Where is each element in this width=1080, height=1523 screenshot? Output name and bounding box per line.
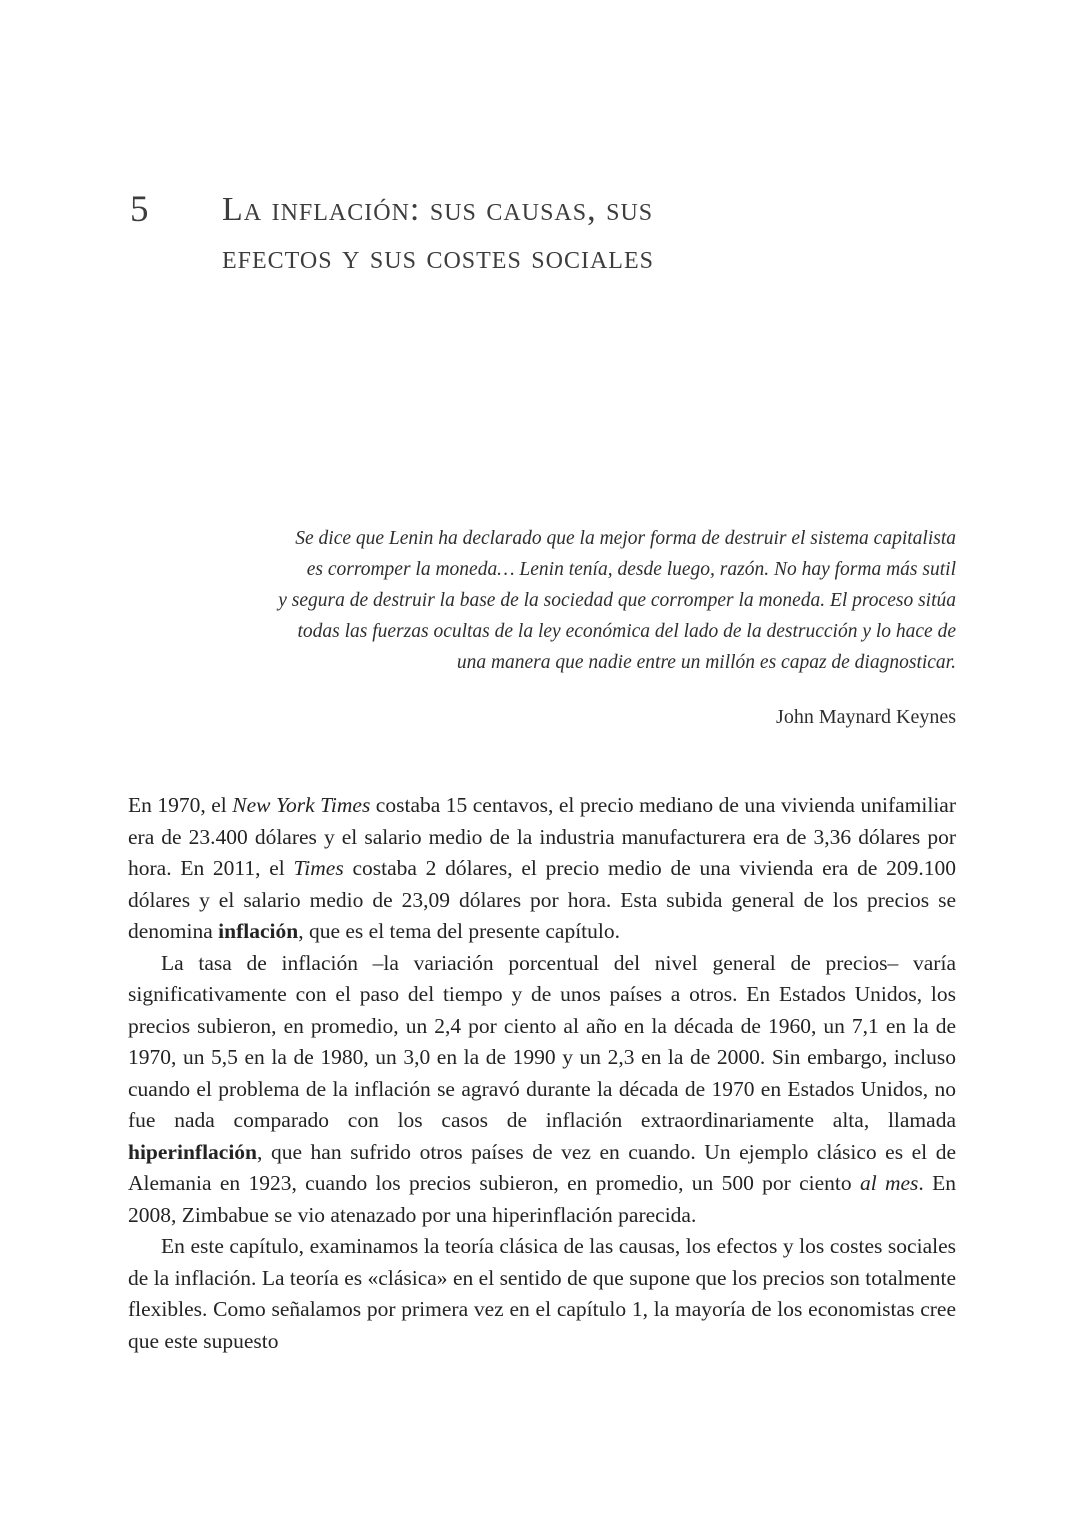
body-paragraph [128,948,956,1232]
text-segment: La tasa de inflación –la variación porcentual del nivel general de precios– varía significativamente con el paso del tiempo y de unos países a otros. En Estados Unidos, los precios subieron, en promedio, un 2,4 por ciento al año en la década de 1960, un 7,1 en la de 1970, un 5,5 en la de 1980, un 3,0 en la de 1990 y un 2,3 en la de 2000. Sin embargo, incluso cuando el problema de la inflación se agravó durante la década de 1970 en Estados Unidos, no fue nada comparado con los casos de inflación extraordinariamente alta, llamada [128,950,956,1132]
text-segment: costaba 15 centavos, el precio mediano de una vivienda unifamiliar era de 23.400 dólares y el salario medio de la industria manufacturera era de 3,36 dólares por hora. En 2011, el [128,793,956,880]
body-text [128,790,956,1357]
text-line: Se dice que Lenin ha declarado que la mejor forma de destruir el sistema capitalista [295,528,956,549]
text-line: todas las fuerzas ocultas de la ley económica del lado de la destrucción y lo hace de [297,621,956,642]
text-segment: , que es el tema del presente capítulo. [298,919,620,943]
text-segment: Times [293,856,344,880]
text-segment: inflación [218,919,299,943]
text-line: una manera que nadie entre un millón es capaz de diagnosticar. [456,652,956,673]
text-segment: New York Times [232,793,371,817]
body-paragraph [128,790,956,948]
text-segment: , que han sufrido otros países de vez en cuando. Un ejemplo clásico es el de Alemania en 1923, cuando los precios subieron, en promedio, un 500 por ciento [128,1139,956,1195]
chapter-title [222,186,922,282]
text-segment: costaba 2 dólares, el precio medio de una vivienda era de 209.100 dólares y el salario medio de 23,09 dólares por hora. Esta subida general de los precios se denomina [128,856,956,943]
text-line: La inflación: sus causas, sus [222,191,654,228]
text-line: es corromper la moneda… Lenin tenía, desde luego, razón. No hay forma más sutil [306,559,956,580]
text-line: y segura de destruir la base de la sociedad que corromper la moneda. El proceso sitúa [278,590,956,611]
text-segment: En este capítulo, examinamos la teoría clásica de las causas, los efectos y los costes sociales de la inflación. La teoría es «clásica» en el sentido de que supone que los precios son totalmente flexibles. Como señalamos por primera vez en el capítulo 1, la mayoría de los economistas cree que este supuesto [128,1234,956,1353]
chapter-number: 5 [130,189,149,230]
text-segment: hiperinflación [128,1139,258,1164]
epigraph-attribution: John Maynard Keynes [776,706,956,728]
text-segment: al mes [859,1171,919,1195]
text-segment: . En 2008, Zimbabue se vio atenazado por una hiperinflación parecida. [128,1171,956,1227]
text-segment: En 1970, el [128,793,233,817]
body-paragraph [128,1231,956,1357]
epigraph-quote [236,523,956,678]
text-line: efectos y sus costes sociales [222,239,654,276]
